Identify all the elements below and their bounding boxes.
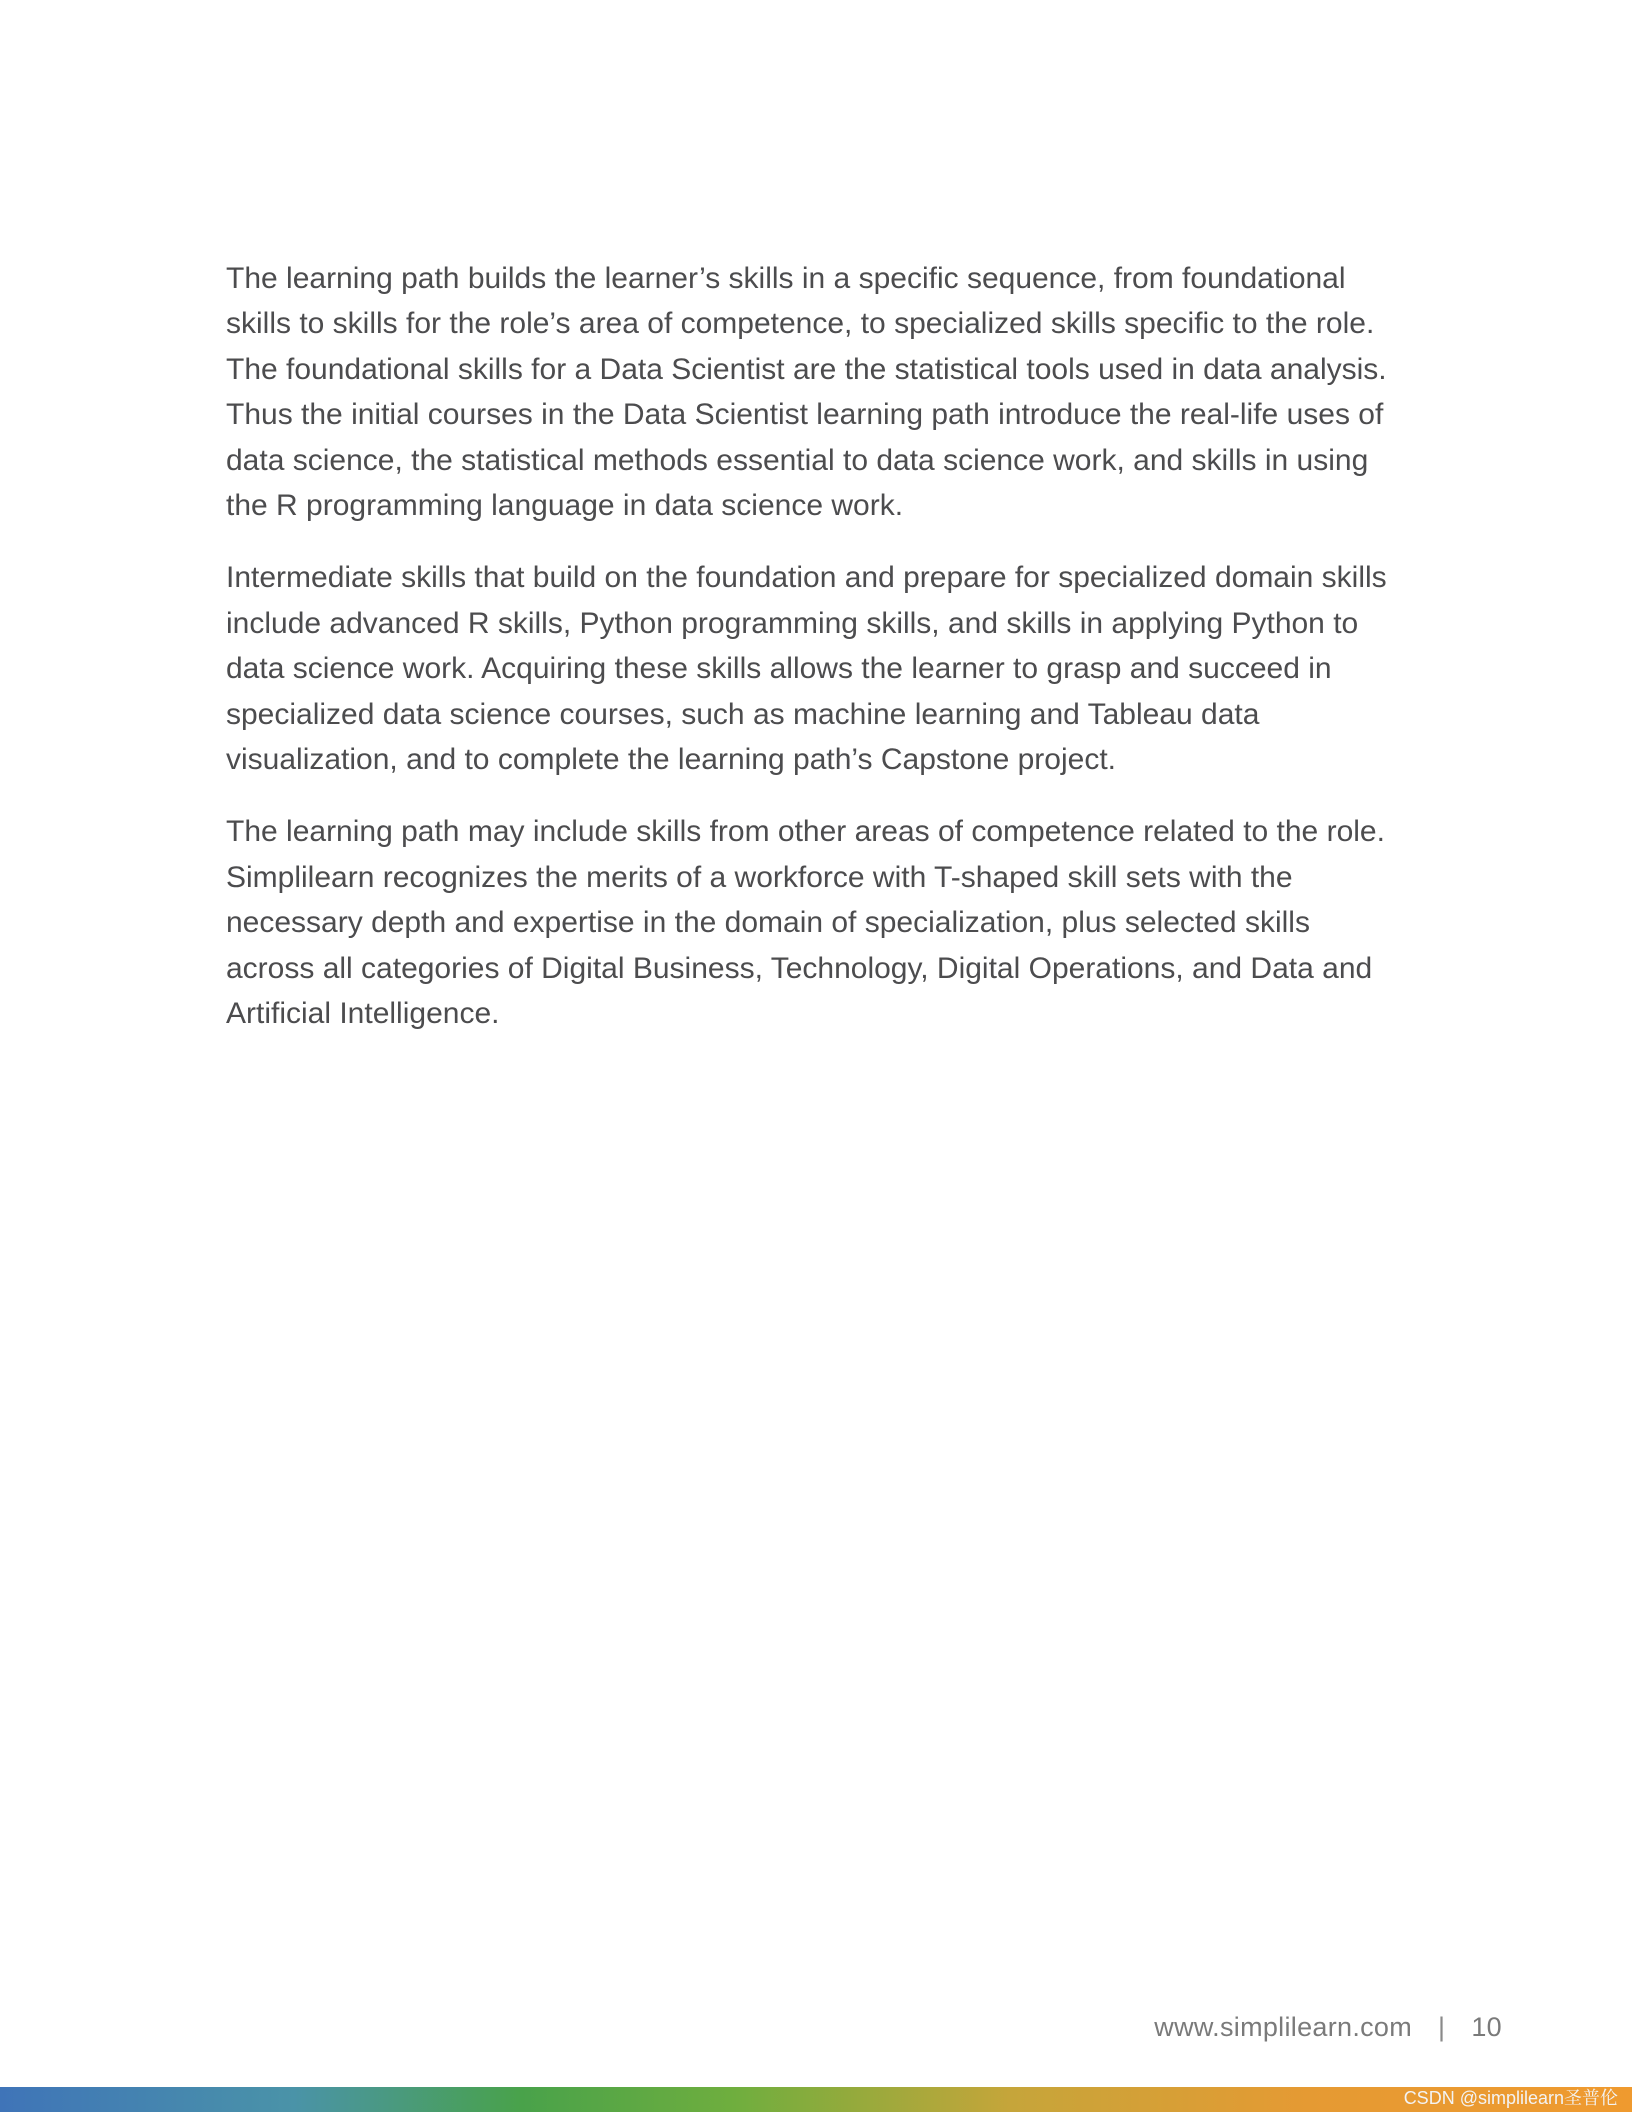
paragraph-3: The learning path may include skills from other areas of competence related to the role. Simplilearn recognizes the merits of a workforce with T-shaped skill sets with the necessary depth and expertise in the domain of specialization, plus selected skills across all categories of Digital Business, Technology, Digital Operations, and Data and Artificial Intelligence.: [226, 815, 1385, 1031]
paragraph-2: Intermediate skills that build on the foundation and prepare for specialized domain skills include advanced R skills, Python programming skills, and skills in applying Python to data science work. Acquiring these skills allows the learner to grasp and succeed in specialized data science courses, such as machine learning and Tableau data visualization, and to complete the learning path’s Capstone project.: [226, 561, 1387, 777]
page-footer: [1154, 2012, 1502, 2043]
paragraph-1: The learning path builds the learner’s skills in a specific sequence, from foundational skills to skills for the role’s area of competence, to specialized skills specific to the role. The foundational skills for a Data Scientist are the statistical tools used in data analysis. Thus the initial courses in the Data Scientist learning path introduce the real-life uses of data science, the statistical methods essential to data science work, and skills in using the R programming language in data science work.: [226, 262, 1387, 523]
footer-gradient-bar: [0, 2087, 1632, 2112]
website-link[interactable]: www.simplilearn.com: [1154, 2012, 1413, 2042]
footer-separator: |: [1438, 2012, 1446, 2042]
main-content: [226, 256, 1406, 1064]
page-number: 10: [1471, 2012, 1502, 2042]
watermark-text: CSDN @simplilearn圣普伦: [1403, 2088, 1618, 2108]
